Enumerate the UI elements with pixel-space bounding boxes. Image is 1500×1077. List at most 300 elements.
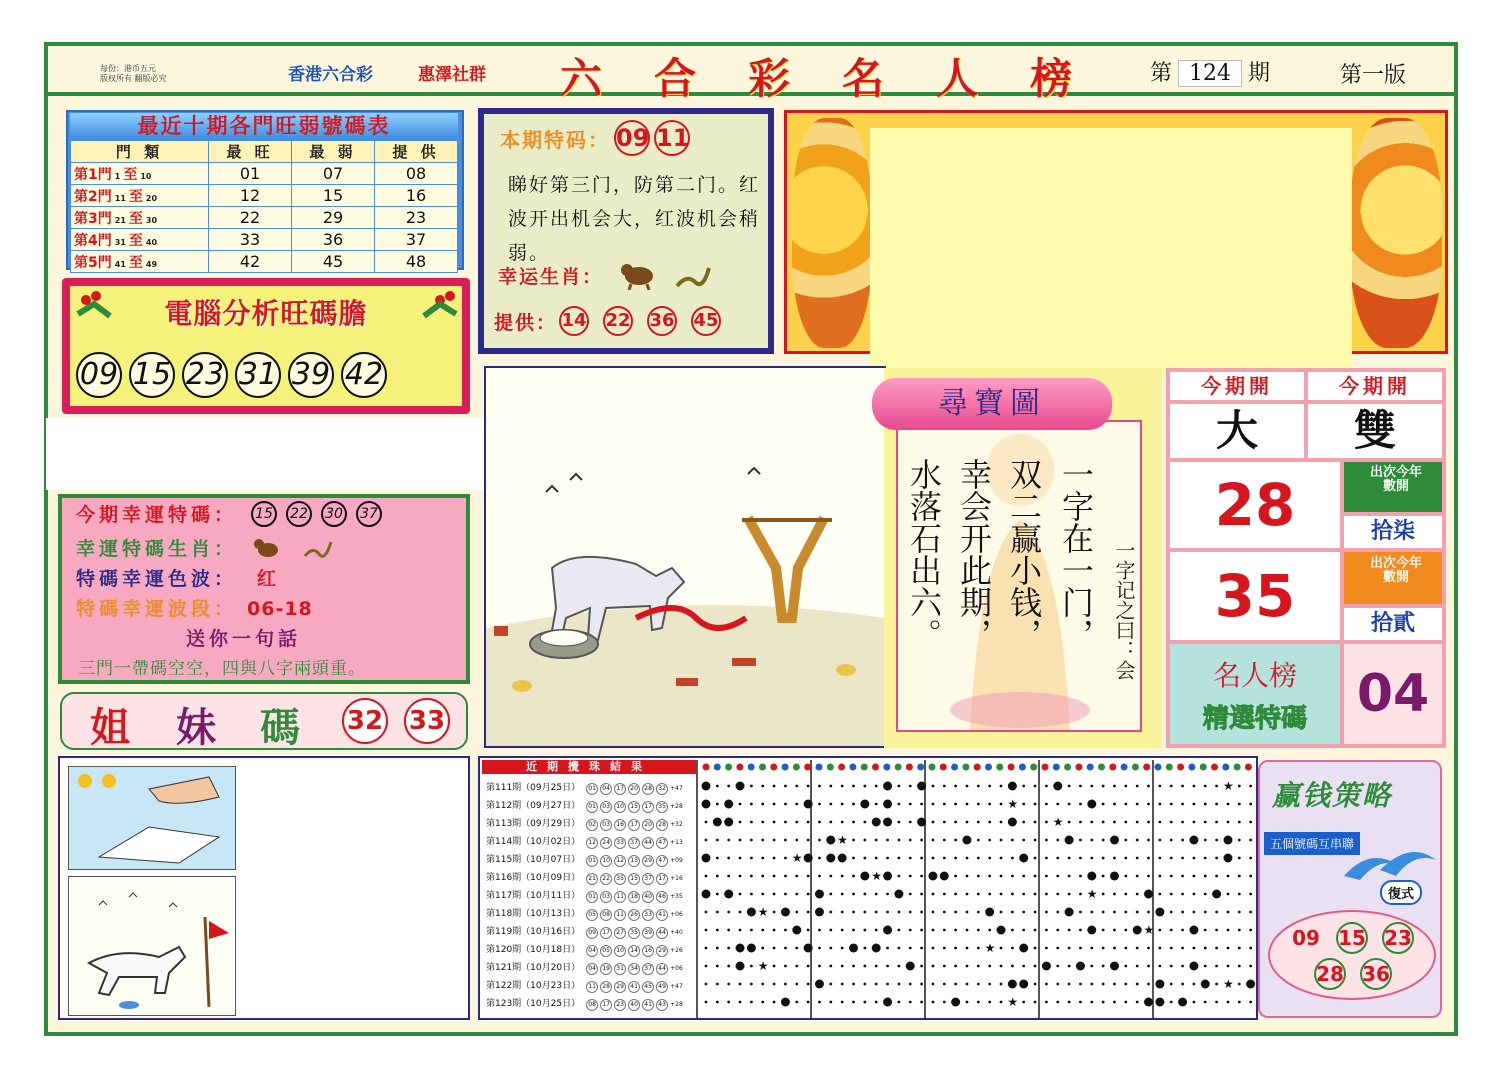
empty-dot [1000,821,1003,824]
drawn-dot [1053,782,1062,791]
special-star: ★ [984,941,996,955]
empty-dot [1136,947,1139,950]
empty-dot [886,983,889,986]
empty-dot [977,947,980,950]
empty-dot [897,839,900,842]
drawn-dot [1155,980,1164,989]
empty-dot [1011,839,1014,842]
empty-dot [920,965,923,968]
empty-dot [1079,857,1082,860]
empty-dot [852,911,855,914]
empty-dot [807,965,810,968]
empty-dot [1238,911,1241,914]
result-ball: 40 [628,999,640,1011]
empty-dot [988,893,991,896]
lucky-zodiac-row [498,260,713,290]
empty-dot [988,857,991,860]
empty-dot [1204,893,1207,896]
result-special: +26 [670,947,683,954]
empty-dot [841,785,844,788]
result-ball: 41 [656,909,668,921]
empty-dot [943,965,946,968]
result-ball: 03 [600,819,612,831]
empty-dot [1022,785,1025,788]
empty-dot [932,983,935,986]
empty-dot [932,821,935,824]
empty-dot [1000,983,1003,986]
book-drawing [69,767,235,869]
drawn-dot [1087,926,1096,935]
empty-dot [1102,821,1105,824]
empty-dot [977,785,980,788]
empty-dot [1090,839,1093,842]
empty-dot [1102,947,1105,950]
special-star: ★ [757,959,769,973]
empty-dot [920,893,923,896]
empty-dot [966,929,969,932]
result-row [486,780,685,796]
empty-dot [739,983,742,986]
empty-dot [1158,839,1161,842]
famous-title: 名人榜 [1212,659,1297,692]
empty-dot [716,947,719,950]
drawn-dot [1008,782,1017,791]
empty-dot [1022,1001,1025,1004]
lucky-zodiac-label: 幸运生肖： [498,265,604,288]
empty-dot [1170,839,1173,842]
empty-dot [727,785,730,788]
empty-dot [1102,875,1105,878]
empty-dot [761,983,764,986]
empty-dot [1090,965,1093,968]
empty-dot [807,785,810,788]
empty-dot [1034,785,1037,788]
sister-number: 33 [404,698,450,744]
empty-dot [1238,947,1241,950]
drawn-dot [872,818,881,827]
drawn-dot [1212,890,1221,899]
special-star: ★ [837,833,848,847]
number-trend-grid [700,776,1256,1018]
result-ball: 44 [656,963,668,975]
result-ball: 20 [628,783,640,795]
color-bead [1121,764,1128,771]
empty-dot [727,947,730,950]
empty-dot [1124,803,1127,806]
door-cell [71,251,209,273]
special-star: ★ [1007,995,1019,1009]
lucky-color-row [76,564,280,591]
give-cell: 08 [375,163,458,185]
empty-dot [1238,965,1241,968]
special-star: ★ [871,869,882,883]
empty-dot [773,947,776,950]
result-numbers [586,801,685,811]
color-bead [1155,764,1162,771]
result-ball: 21 [586,873,598,885]
empty-dot [1045,785,1048,788]
drawn-dot [1189,926,1198,935]
result-special: +28 [670,803,683,810]
empty-dot [739,803,742,806]
empty-dot [932,929,935,932]
empty-dot [875,893,878,896]
result-ball: 05 [586,909,598,921]
empty-dot [1170,803,1173,806]
empty-dot [988,839,991,842]
range-sep: 至 [128,232,143,249]
empty-dot [977,965,980,968]
empty-dot [841,893,844,896]
drawn-dot [1189,836,1198,845]
empty-dot [863,839,866,842]
empty-dot [705,875,708,878]
range-from: 1 [114,171,121,181]
result-ball: 17 [600,927,612,939]
empty-dot [1158,821,1161,824]
empty-dot [1136,875,1139,878]
result-numbers [586,909,685,919]
empty-dot [750,857,753,860]
drawn-dot [985,908,994,917]
drawn-dot [1155,908,1164,917]
empty-dot [943,911,946,914]
drawn-dot [849,944,858,953]
empty-dot [773,839,776,842]
color-bead [951,764,958,771]
empty-dot [1079,929,1082,932]
empty-dot [1045,893,1048,896]
max-cell: 33 [209,229,292,251]
empty-dot [886,965,889,968]
empty-dot [1215,803,1218,806]
number-ball: 39 [288,352,334,398]
result-ball: 01 [586,783,598,795]
empty-dot [1238,983,1241,986]
result-ball: 37 [642,963,654,975]
min-cell: 29 [292,207,375,229]
stats-head: 今期開 [1308,372,1442,400]
empty-dot [966,803,969,806]
drawn-dot [1110,836,1119,845]
drawn-dot [1042,962,1051,971]
number-ball: 15 [129,352,175,398]
empty-dot [829,1001,832,1004]
brand-hk-lottery[interactable]: 香港六合彩 [288,65,373,85]
drawn-dot [781,908,790,917]
dog-snake-scene [486,368,884,746]
empty-dot [1238,875,1241,878]
result-label: 第121期（10月20日） [486,963,581,973]
result-ball: 28 [600,981,612,993]
give-row [494,306,735,336]
covered-area [870,128,1352,374]
empty-dot [920,839,923,842]
empty-dot [1034,803,1037,806]
empty-dot [1181,803,1184,806]
empty-dot [863,983,866,986]
color-bead [962,764,969,771]
empty-dot [773,803,776,806]
empty-dot [852,1001,855,1004]
empty-dot [1136,839,1139,842]
color-bead [917,764,924,771]
empty-dot [977,1001,980,1004]
result-row [486,996,685,1012]
result-ball: 23 [614,999,626,1011]
empty-dot [829,803,832,806]
empty-dot [1204,1001,1207,1004]
empty-dot [1000,965,1003,968]
empty-dot [716,893,719,896]
column-header: 最 旺 [209,141,292,163]
empty-dot [727,1001,730,1004]
empty-dot [784,983,787,986]
empty-dot [954,785,957,788]
result-ball: 03 [600,801,612,813]
empty-dot [852,875,855,878]
empty-dot [1193,947,1196,950]
range-from: 41 [114,259,126,269]
result-label: 第119期（10月16日） [486,927,581,937]
empty-dot [1147,983,1150,986]
empty-dot [977,983,980,986]
empty-dot [1102,911,1105,914]
empty-dot [705,947,708,950]
lucky-band-label: 特碼幸運波段： [76,598,238,620]
empty-dot [705,1001,708,1004]
empty-dot [1045,947,1048,950]
empty-dot [1034,1001,1037,1004]
empty-dot [1227,1001,1230,1004]
range-sep: 至 [128,188,143,205]
lucky-zodiac-row [76,534,333,561]
empty-dot [1158,965,1161,968]
empty-dot [1215,857,1218,860]
empty-dot [705,821,708,824]
empty-dot [852,893,855,896]
empty-dot [1158,875,1161,878]
color-bead [804,764,811,771]
brand-community[interactable]: 惠澤社群 [418,65,486,85]
empty-dot [784,929,787,932]
empty-dot [1181,965,1184,968]
result-special: +35 [670,893,683,900]
empty-dot [897,911,900,914]
empty-dot [739,893,742,896]
empty-dot [705,983,708,986]
empty-dot [966,965,969,968]
empty-dot [875,803,878,806]
lucky-code-row [76,500,391,527]
empty-dot [829,983,832,986]
empty-dot [1000,785,1003,788]
number-ball: 42 [341,352,387,398]
drawn-dot [804,854,813,863]
empty-dot [750,803,753,806]
empty-dot [852,803,855,806]
result-ball: 28 [656,819,668,831]
empty-dot [1079,839,1082,842]
empty-dot [1113,893,1116,896]
empty-dot [1215,821,1218,824]
empty-dot [818,857,821,860]
result-row [486,816,685,832]
title-char: 合 [654,54,697,103]
empty-dot [1000,1001,1003,1004]
give-ball: 22 [603,306,633,336]
empty-dot [897,821,900,824]
drawn-dot [860,872,869,881]
color-bead [1008,764,1015,771]
result-ball: 04 [586,945,598,957]
result-ball: 03 [600,891,612,903]
empty-dot [761,839,764,842]
empty-dot [1124,875,1127,878]
drawn-dot [1178,998,1187,1007]
table-row [71,185,458,207]
empty-dot [1147,839,1150,842]
stats-number: 28 [1170,462,1340,548]
empty-dot [1011,947,1014,950]
range-to: 40 [145,237,158,247]
empty-dot [807,839,810,842]
door-cell [71,207,209,229]
empty-dot [1238,821,1241,824]
title-char: 人 [936,54,979,103]
blank-area [46,418,488,490]
empty-dot [829,785,832,788]
poem-column: 一字在一门， [1057,458,1095,650]
empty-dot [977,857,980,860]
monkey-icon [253,536,283,560]
empty-dot [761,803,764,806]
empty-dot [1102,983,1105,986]
empty-dot [1227,893,1230,896]
strategy-number: 28 [1314,958,1346,990]
result-ball: 39 [642,927,654,939]
empty-dot [795,785,798,788]
result-label: 第113期（09月29日） [486,819,581,829]
empty-dot [807,983,810,986]
empty-dot [1068,803,1071,806]
empty-dot [1113,1001,1116,1004]
empty-dot [1204,839,1207,842]
empty-dot [1102,1001,1105,1004]
wave-icon [1340,836,1440,886]
strategy-title: 赢钱策略 [1272,779,1393,812]
empty-dot [875,857,878,860]
empty-dot [1170,911,1173,914]
empty-dot [909,911,912,914]
empty-dot [761,857,764,860]
empty-dot [1090,1001,1093,1004]
empty-dot [705,965,708,968]
color-bead [1064,764,1071,771]
empty-dot [1170,875,1173,878]
result-numbers [586,819,685,829]
empty-dot [1045,1001,1048,1004]
empty-dot [1045,803,1048,806]
special-code-ball: 09 [614,120,650,156]
range-sep: 至 [123,166,138,183]
empty-dot [739,839,742,842]
empty-dot [909,857,912,860]
empty-dot [954,911,957,914]
empty-dot [1238,893,1241,896]
empty-dot [1102,839,1105,842]
empty-dot [716,983,719,986]
empty-dot [1034,965,1037,968]
strategy-number: 09 [1292,926,1320,950]
color-bead [1245,764,1252,771]
color-bead [1109,764,1116,771]
empty-dot [1124,983,1127,986]
empty-dot [1045,983,1048,986]
empty-dot [784,785,787,788]
column-header: 門 類 [71,141,209,163]
empty-dot [1034,947,1037,950]
min-cell: 15 [292,185,375,207]
empty-dot [1045,911,1048,914]
empty-dot [1022,875,1025,878]
phrase-text: 三門一帶碼空空，四與八字兩頭重。 [78,659,366,679]
empty-dot [1136,857,1139,860]
drawn-dot [702,800,711,809]
result-ball: 47 [656,837,668,849]
result-ball: 04 [600,783,612,795]
empty-dot [966,875,969,878]
lucky-code-label: 今期幸運特碼： [76,504,238,526]
empty-dot [716,839,719,842]
empty-dot [795,875,798,878]
issue-suffix: 期 [1248,61,1271,86]
empty-dot [1056,875,1059,878]
empty-dot [943,821,946,824]
color-bead [872,764,879,771]
empty-dot [818,947,821,950]
empty-dot [1158,893,1161,896]
poem-column: 双二赢小钱， [1005,458,1043,650]
drawn-dot [713,818,722,827]
empty-dot [966,785,969,788]
empty-dot [1170,947,1173,950]
drawn-dot [815,908,824,917]
title-char: 榜 [1030,54,1073,103]
result-row [486,978,685,994]
empty-dot [1215,947,1218,950]
drawn-dot [1087,872,1096,881]
color-bead [1166,764,1173,771]
drawn-dot [1223,854,1232,863]
drawn-dot [815,980,824,989]
empty-dot [897,929,900,932]
empty-dot [818,803,821,806]
color-bead-strip [700,762,1254,772]
empty-dot [875,965,878,968]
result-ball: 17 [628,819,640,831]
min-cell: 45 [292,251,375,273]
empty-dot [1181,947,1184,950]
empty-dot [829,965,832,968]
empty-dot [1000,803,1003,806]
result-special: +13 [670,839,683,846]
empty-dot [1170,929,1173,932]
empty-dot [1204,785,1207,788]
special-code-ball: 11 [654,120,690,156]
drawn-dot [894,890,903,899]
drawn-dot [1008,980,1017,989]
